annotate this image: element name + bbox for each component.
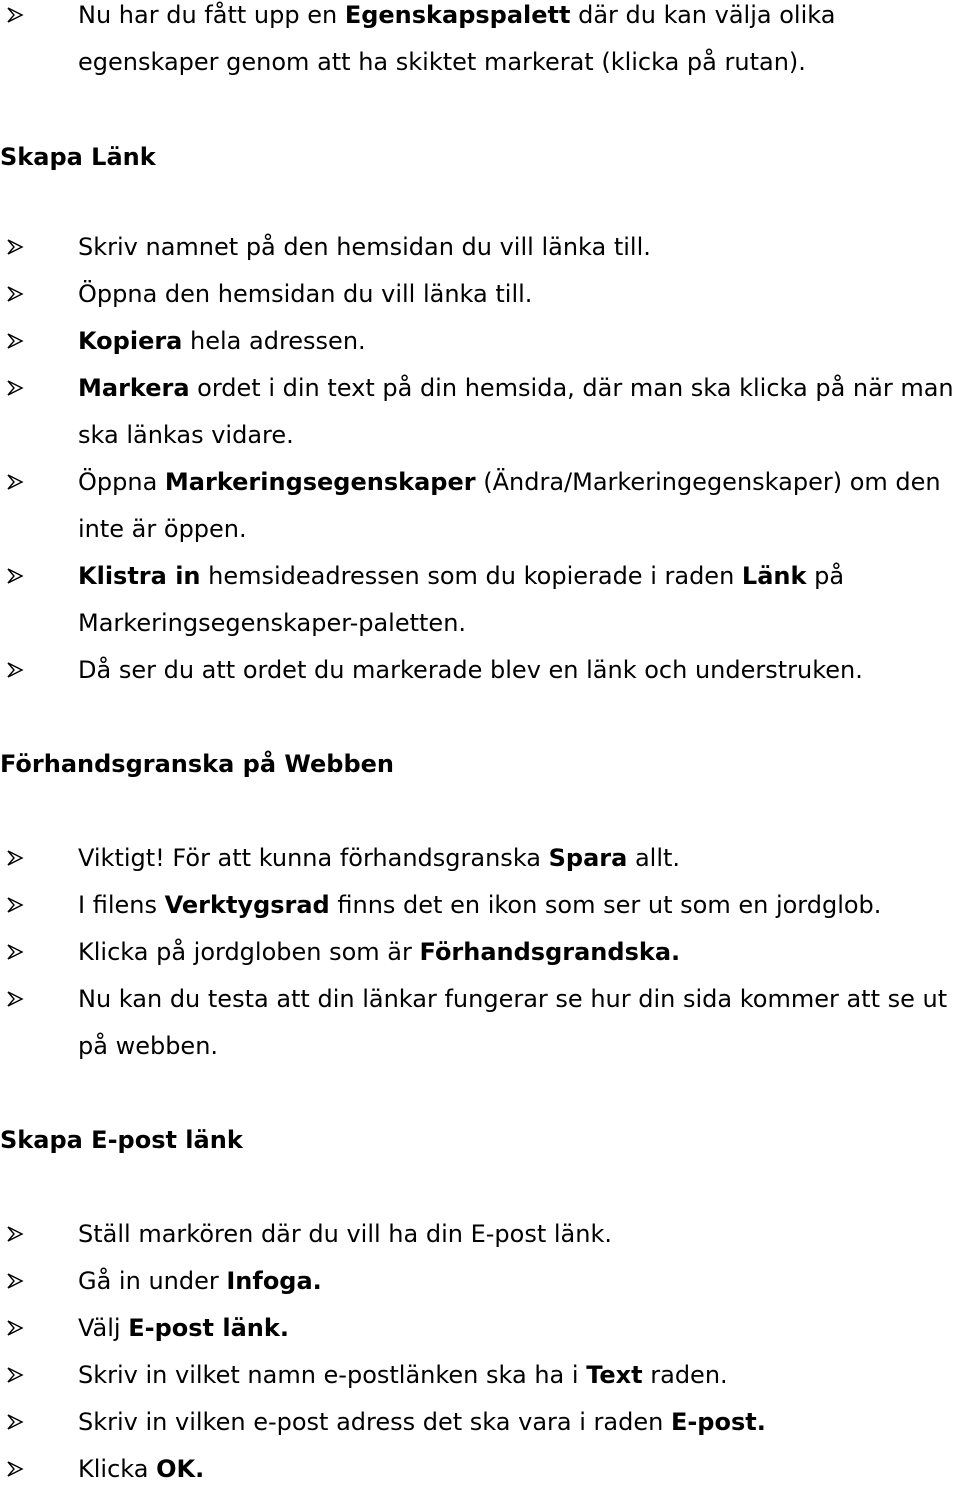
bold-term: E-post länk. <box>128 1314 289 1342</box>
bold-term: E-post. <box>670 1408 766 1436</box>
list-item-text <box>78 374 954 449</box>
arrowhead-bullet-icon <box>6 1352 28 1399</box>
heading-skapa-epost-lank: Skapa E-post länk <box>0 1126 243 1154</box>
list-item <box>0 1305 960 1352</box>
list-item-text <box>78 656 863 684</box>
text-run: raden. <box>642 1361 728 1389</box>
intro-list <box>0 0 960 86</box>
text-run: allt. <box>627 844 681 872</box>
arrowhead-bullet-icon <box>6 365 28 412</box>
list-item-text <box>78 280 532 308</box>
list-item-text <box>78 1361 728 1389</box>
list-item <box>0 882 960 929</box>
arrowhead-bullet-icon <box>6 1211 28 1258</box>
arrowhead-bullet-icon <box>6 1399 28 1446</box>
text-run: Klicka <box>78 1455 157 1483</box>
arrowhead-bullet-icon <box>6 835 28 882</box>
arrowhead-bullet-icon <box>6 929 28 976</box>
list-item-text <box>78 985 947 1060</box>
list-item-text <box>78 1220 612 1248</box>
list-item <box>0 459 960 553</box>
list-item <box>0 318 960 365</box>
bold-term: Infoga. <box>226 1267 322 1295</box>
bold-term: Länk <box>741 562 807 590</box>
list-item <box>0 271 960 318</box>
list-item <box>0 929 960 976</box>
arrowhead-bullet-icon <box>6 976 28 1023</box>
email-link-steps <box>0 1211 960 1493</box>
bold-term: Markera <box>78 374 190 402</box>
list-item <box>0 553 960 647</box>
list-item <box>0 835 960 882</box>
text-run: Ställ markören där du vill ha din E-post länk. <box>78 1220 612 1248</box>
list-item-text <box>78 468 941 543</box>
text-run: hemsideadressen som du kopierade i raden <box>200 562 742 590</box>
text-run: (Ändra/Markeringegenskaper) om den inte är öppen. <box>78 468 941 543</box>
list-item <box>0 224 960 271</box>
text-run: hela adressen. <box>182 327 366 355</box>
arrowhead-bullet-icon <box>6 271 28 318</box>
text-run: Skriv namnet på den hemsidan du vill länka till. <box>78 233 651 261</box>
bold-term: Verktygsrad <box>164 891 330 919</box>
text-run: Då ser du att ordet du markerade blev en länk och understruken. <box>78 656 863 684</box>
bold-term: Klistra in <box>78 562 201 590</box>
list-item <box>0 365 960 459</box>
text-run: Öppna <box>78 468 165 496</box>
text-run: Klicka på jordgloben som är <box>78 938 420 966</box>
bold-term: Egenskapspalett <box>344 1 571 29</box>
bold-term: Spara <box>548 844 628 872</box>
list-item <box>0 1352 960 1399</box>
arrowhead-bullet-icon <box>6 1258 28 1305</box>
heading-skapa-lank: Skapa Länk <box>0 143 156 171</box>
list-item-text <box>78 1408 766 1436</box>
list-item <box>0 1446 960 1493</box>
list-item-text <box>78 327 366 355</box>
list-item <box>0 1399 960 1446</box>
arrowhead-bullet-icon <box>6 882 28 929</box>
heading-forhandsgranska: Förhandsgranska på Webben <box>0 750 395 778</box>
list-item <box>0 976 960 1070</box>
text-run: Nu har du fått upp en <box>78 1 345 29</box>
text-run: Öppna den hemsidan du vill länka till. <box>78 280 533 308</box>
text-run: Viktigt! För att kunna förhandsgranska <box>78 844 549 872</box>
arrowhead-bullet-icon <box>6 459 28 506</box>
bold-term: Text <box>586 1361 643 1389</box>
text-run: där du kan välja olika egenskaper genom att ha skiktet markerat (klicka på rutan). <box>78 1 836 76</box>
list-item-text <box>78 1314 289 1342</box>
list-item-text <box>78 1 835 76</box>
arrowhead-bullet-icon <box>6 1446 28 1493</box>
text-run: Skriv in vilket namn e-postlänken ska ha i <box>78 1361 587 1389</box>
list-item-text <box>78 844 680 872</box>
list-item-text <box>78 891 881 919</box>
list-item <box>0 647 960 694</box>
arrowhead-bullet-icon <box>6 647 28 694</box>
preview-steps <box>0 835 960 1070</box>
list-item-text <box>78 938 680 966</box>
text-run: Gå in under <box>78 1267 227 1295</box>
list-item <box>0 1211 960 1258</box>
arrowhead-bullet-icon <box>6 318 28 365</box>
text-run: Skriv in vilken e-post adress det ska vara i raden <box>78 1408 671 1436</box>
arrowhead-bullet-icon <box>6 553 28 600</box>
arrowhead-bullet-icon <box>6 224 28 271</box>
bold-term: Markeringsegenskaper <box>164 468 476 496</box>
text-run: ordet i din text på din hemsida, där man ska klicka på när man ska länkas vidare. <box>78 374 954 449</box>
text-run: Välj <box>78 1314 129 1342</box>
list-item-text <box>78 562 844 637</box>
list-item-text <box>78 233 651 261</box>
list-item-text <box>78 1267 322 1295</box>
list-item <box>0 0 960 86</box>
create-link-steps <box>0 224 960 694</box>
bold-term: Förhandsgrandska. <box>419 938 681 966</box>
text-run: Nu kan du testa att din länkar fungerar se hur din sida kommer att se ut på webben. <box>78 985 948 1060</box>
list-item <box>0 1258 960 1305</box>
bold-term: OK. <box>156 1455 205 1483</box>
text-run: I filens <box>78 891 165 919</box>
arrowhead-bullet-icon <box>6 0 28 39</box>
text-run: på Markeringsegenskaper-paletten. <box>78 562 845 637</box>
text-run: finns det en ikon som ser ut som en jordglob. <box>329 891 882 919</box>
arrowhead-bullet-icon <box>6 1305 28 1352</box>
bold-term: Kopiera <box>78 327 183 355</box>
